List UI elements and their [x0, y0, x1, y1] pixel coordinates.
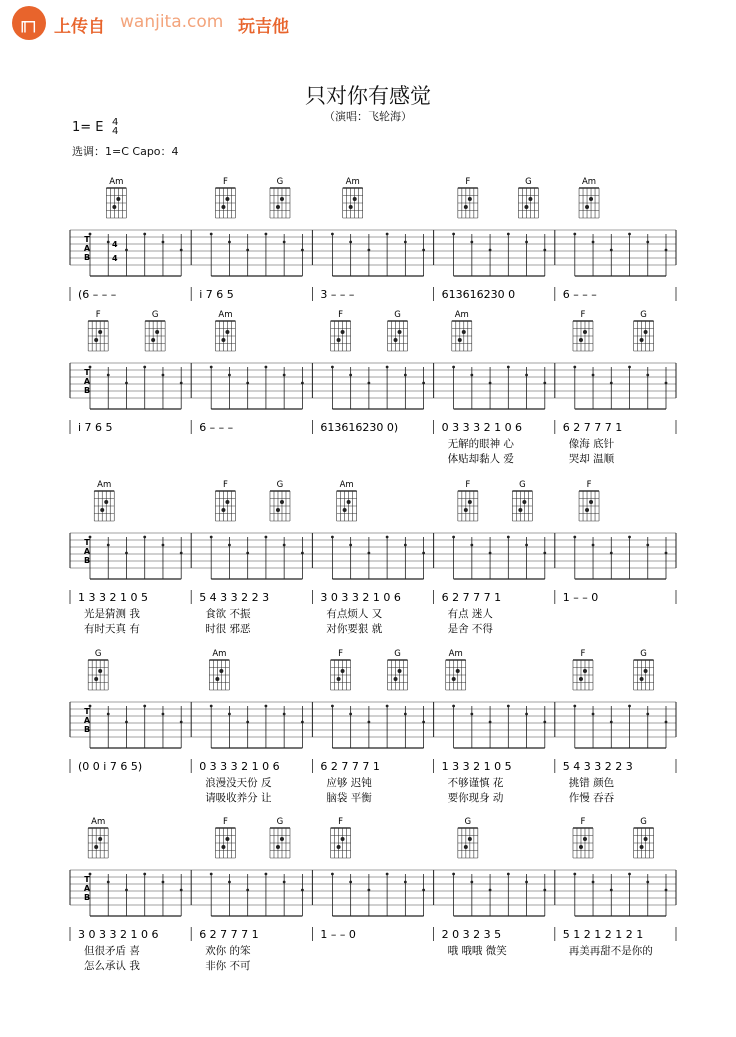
chord-name: F — [95, 310, 101, 320]
notation-bar: 6 2 7 7 7 1 — [320, 760, 380, 773]
chord-name: Am — [345, 177, 360, 187]
chord-diagram — [88, 649, 108, 690]
lyric-line: 脑袋 平衡 — [326, 792, 372, 804]
lyric-line: 请吸收养分 让 — [205, 792, 272, 804]
score-system — [70, 177, 676, 301]
chord-diagram — [458, 817, 478, 858]
chord-diagram — [215, 177, 235, 218]
notation-bar: 5 4 3 3 2 2 3 — [199, 591, 270, 604]
notation-bar: 6 2 7 7 7 1 — [562, 421, 623, 434]
lyric-line: 有点烦人 又 — [326, 608, 383, 620]
notation-bar: i 7 6 5 — [199, 288, 234, 301]
svg-text:T: T — [84, 707, 90, 716]
logo-icon: ╓┐ — [12, 6, 46, 40]
lyric-line: 但很矛盾 喜 — [84, 945, 140, 957]
chord-name: F — [580, 310, 586, 320]
chord-name: Am — [581, 177, 597, 187]
chord-diagram — [88, 817, 108, 858]
chord-diagram — [331, 310, 351, 351]
chord-name: G — [151, 310, 159, 320]
chord-name: F — [222, 177, 228, 187]
lyric-line: 有点 迷人 — [447, 608, 493, 620]
notation-bar: 1 – – 0 — [562, 591, 599, 604]
svg-text:B: B — [83, 556, 91, 565]
svg-text:B: B — [83, 253, 91, 262]
lyric-line: 欢你 的笨 — [205, 945, 251, 957]
chord-name: F — [465, 480, 471, 490]
chord-diagram — [270, 817, 290, 858]
chord-diagram — [458, 177, 478, 218]
notation-bar: 0 3 3 3 2 1 0 6 — [441, 421, 523, 434]
chord-diagram — [388, 649, 408, 690]
svg-text:B: B — [83, 386, 91, 395]
notation-bar: 3 0 3 3 2 1 0 6 — [78, 928, 159, 941]
lyric-line: 再美再甜不是你的 — [568, 945, 653, 957]
notation-bar: (0 0 i 7 6 5) — [78, 760, 143, 773]
song-key: 1= E — [72, 120, 104, 135]
time-signature-bottom: 4 — [112, 126, 119, 137]
chord-diagram — [634, 817, 654, 858]
svg-text:4: 4 — [112, 240, 118, 249]
chord-diagram — [573, 310, 593, 351]
chord-diagram — [337, 480, 357, 521]
chord-diagram — [573, 649, 593, 690]
notation-bar: 0 3 3 3 2 1 0 6 — [199, 760, 280, 773]
chord-diagram — [331, 649, 351, 690]
lyric-line: 有时天真 有 — [84, 623, 140, 635]
chord-diagram — [88, 310, 108, 351]
chord-name: G — [394, 649, 401, 659]
notation-bar: 1 3 3 2 1 0 5 — [441, 760, 512, 773]
chord-diagram — [579, 177, 599, 218]
notation-bar: 613616230 0 — [441, 288, 516, 301]
lyric-line: 要你现身 动 — [447, 792, 504, 804]
time-signature-top: 4 — [112, 117, 119, 128]
lyric-line: 是舍 不得 — [447, 623, 493, 635]
chord-diagram — [215, 817, 235, 858]
notation-bar: 2 0 3 2 3 5 — [441, 928, 502, 941]
lyric-line: 光是猜测 我 — [84, 608, 140, 620]
chord-name: G — [464, 817, 472, 827]
chord-name: Am — [97, 480, 112, 490]
notation-bar: 1 – – 0 — [320, 928, 356, 941]
notation-bar: 1 3 3 2 1 0 5 — [78, 591, 148, 604]
chord-name: F — [338, 310, 344, 320]
score-system — [70, 649, 676, 804]
chord-name: Am — [448, 649, 463, 659]
lyric-line: 对你要狠 就 — [326, 623, 383, 635]
chord-name: G — [640, 817, 647, 827]
chord-name: G — [525, 177, 532, 187]
chord-name: F — [338, 817, 344, 827]
chord-diagram — [215, 310, 235, 351]
svg-text:A: A — [83, 547, 91, 556]
chord-name: F — [465, 177, 471, 187]
chord-name: G — [276, 177, 284, 187]
svg-text:T: T — [84, 875, 90, 884]
lyric-line: 怎么承认 我 — [84, 960, 140, 972]
chord-name: F — [580, 649, 586, 659]
notation-bar: 613616230 0) — [320, 421, 399, 434]
chord-name: G — [276, 817, 284, 827]
chord-diagram — [512, 480, 532, 521]
chord-diagram — [343, 177, 363, 218]
lyric-line: 时很 邪恶 — [205, 623, 251, 635]
notation-bar: 3 0 3 3 2 1 0 6 — [320, 591, 401, 604]
lyric-line: 不够谨慎 花 — [447, 777, 504, 789]
brand-left: 上传自 — [54, 17, 105, 37]
chord-name: Am — [91, 817, 106, 827]
brand-right: 玩吉他 — [238, 17, 289, 37]
svg-text:A: A — [83, 716, 91, 725]
site-domain: wanjita.com — [120, 12, 224, 32]
chord-diagram — [215, 480, 235, 521]
chord-name: G — [394, 310, 401, 320]
chord-name: Am — [339, 480, 354, 490]
notation-bar: 5 4 3 3 2 2 3 — [562, 760, 633, 773]
svg-text:A: A — [83, 377, 91, 386]
notation-bar: 6 – – – — [199, 421, 234, 434]
chord-diagram — [106, 177, 126, 218]
notation-bar: 3 – – – — [320, 288, 355, 301]
lyric-line: 应够 迟钝 — [326, 777, 372, 789]
score-system — [70, 817, 676, 972]
svg-text:T: T — [84, 368, 90, 377]
song-singer: （演唱：飞轮海） — [324, 110, 412, 123]
notation-bar: 5 1 2 1 2 1 2 1 — [562, 928, 644, 941]
lyric-line: 无解的眼神 心 — [447, 438, 514, 450]
chord-name: F — [222, 480, 228, 490]
chord-name: G — [276, 480, 284, 490]
chord-diagram — [270, 480, 290, 521]
lyric-line: 浪漫没天份 反 — [205, 777, 272, 789]
lyric-line: 哭却 温顺 — [568, 453, 615, 465]
lyric-line: 食欲 不振 — [205, 608, 251, 620]
chord-name: F — [222, 817, 228, 827]
notation-bar: i 7 6 5 — [78, 421, 113, 434]
lyric-line: 作慢 吞吞 — [568, 792, 615, 804]
song-title: 只对你有感觉 — [305, 84, 431, 108]
svg-text:A: A — [83, 244, 91, 253]
svg-text:4: 4 — [112, 254, 118, 263]
chord-diagram — [634, 649, 654, 690]
chord-name: F — [586, 480, 592, 490]
chord-name: Am — [454, 310, 469, 320]
chord-name: G — [519, 480, 526, 490]
svg-text:T: T — [84, 538, 90, 547]
notation-bar: (6 – – – — [78, 288, 117, 301]
chord-diagram — [573, 817, 593, 858]
notation-bar: 6 2 7 7 7 1 — [441, 591, 502, 604]
svg-text:B: B — [83, 725, 91, 734]
chord-name: Am — [218, 310, 233, 320]
chord-diagram — [388, 310, 408, 351]
svg-text:A: A — [83, 884, 91, 893]
chord-diagram — [145, 310, 165, 351]
chord-diagram — [458, 480, 478, 521]
chord-name: G — [94, 649, 102, 659]
svg-text:B: B — [83, 893, 91, 902]
lyric-line: 体贴却黏人 爱 — [447, 453, 514, 465]
svg-text:T: T — [84, 235, 90, 244]
score-system — [70, 310, 676, 465]
chord-diagram — [579, 480, 599, 521]
chord-diagram — [518, 177, 538, 218]
tuning-info: 选调：1=C Capo：4 — [72, 145, 179, 158]
chord-name: Am — [109, 177, 124, 187]
chord-name: F — [338, 649, 344, 659]
chord-name: G — [640, 649, 647, 659]
lyric-line: 非你 不可 — [205, 960, 251, 972]
chord-diagram — [452, 310, 472, 351]
lyric-line: 像海 底针 — [568, 438, 615, 450]
chord-name: F — [580, 817, 586, 827]
chord-diagram — [270, 177, 290, 218]
chord-diagram — [209, 649, 229, 690]
chord-name: Am — [212, 649, 227, 659]
notation-bar: 6 – – – — [562, 288, 597, 301]
lyric-line: 挑错 颜色 — [568, 777, 615, 789]
chord-diagram — [634, 310, 654, 351]
notation-bar: 6 2 7 7 7 1 — [199, 928, 259, 941]
lyric-line: 哦 哦哦 微笑 — [447, 945, 507, 957]
chord-diagram — [94, 480, 114, 521]
chord-diagram — [446, 649, 466, 690]
chord-diagram — [331, 817, 351, 858]
score-system — [70, 480, 676, 635]
chord-name: G — [640, 310, 647, 320]
